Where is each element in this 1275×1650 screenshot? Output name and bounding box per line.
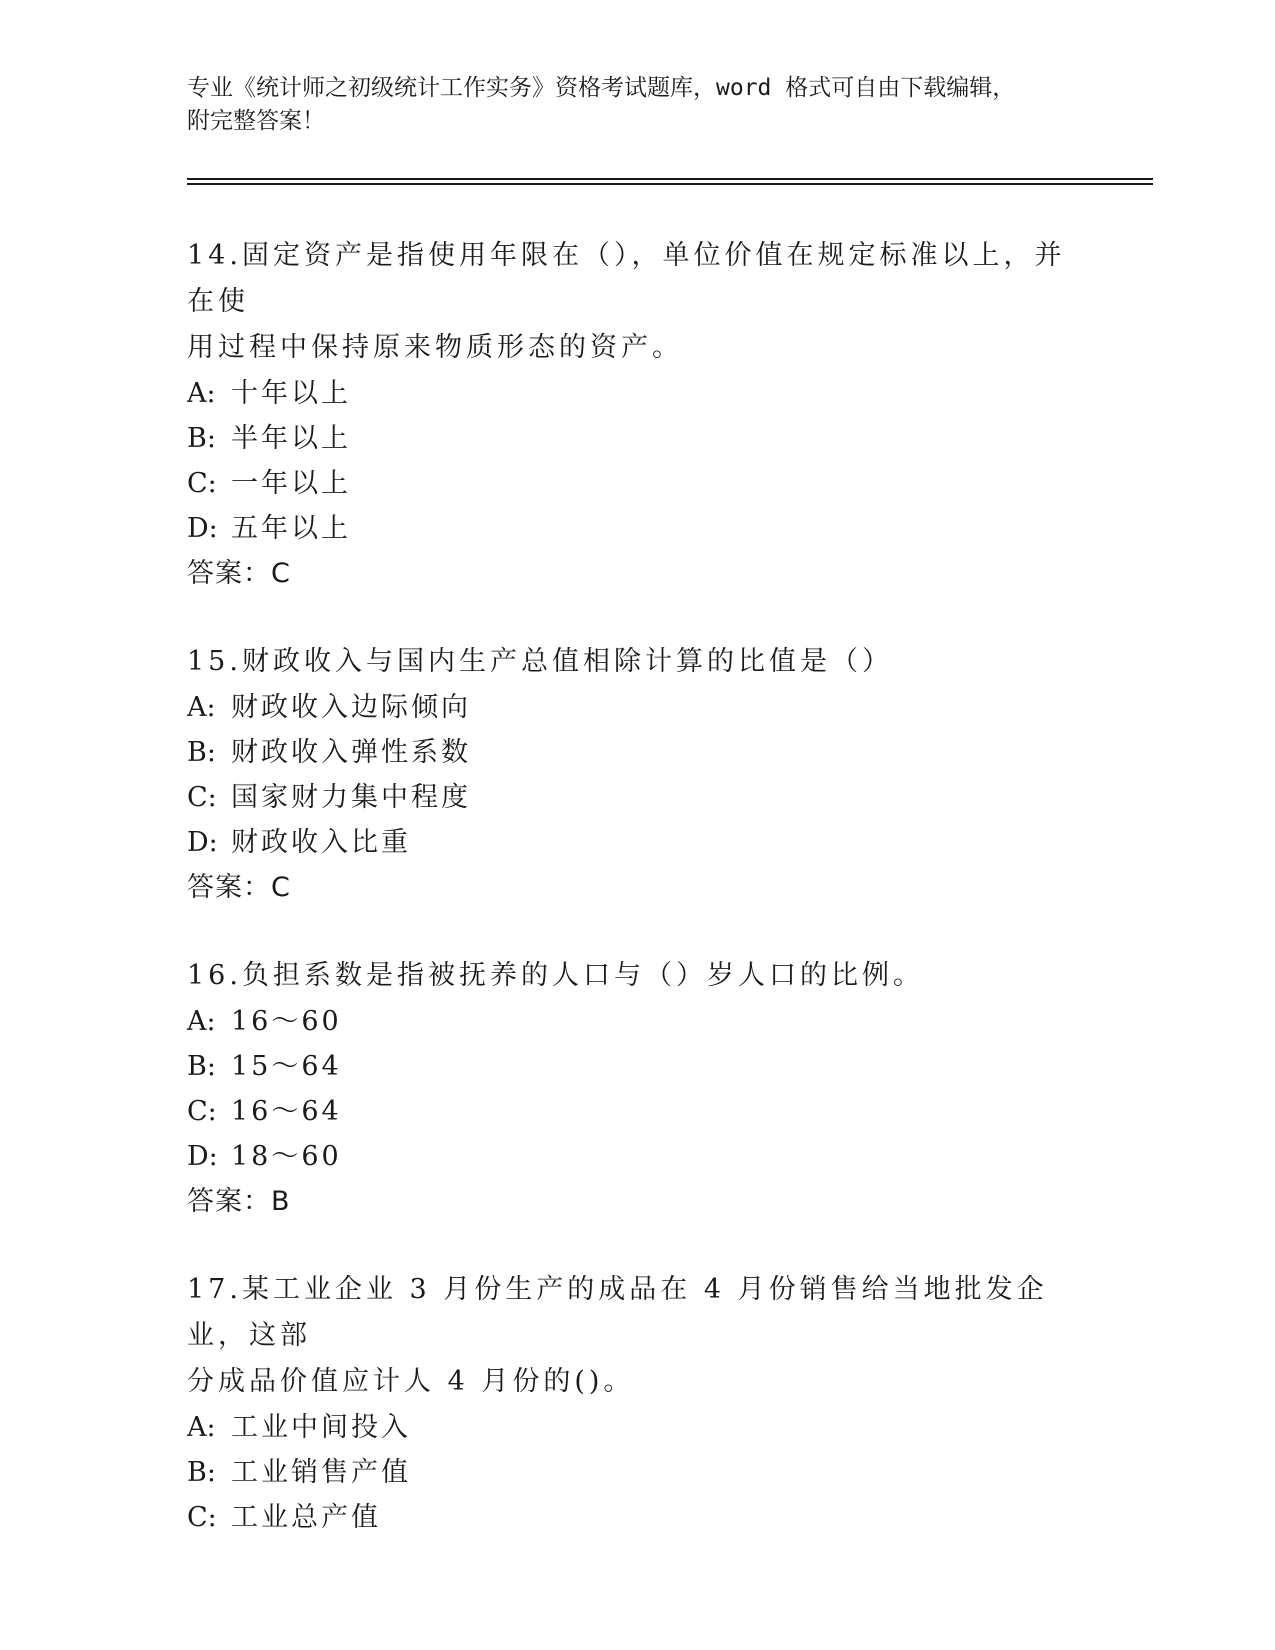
option-letter: B:	[187, 1051, 216, 1082]
question-text-line-2: 用过程中保持原来物质形态的资产。	[187, 332, 683, 363]
option-c	[187, 1089, 1087, 1134]
option-letter: A:	[187, 1006, 216, 1037]
option-text: 工业销售产值	[231, 1457, 411, 1488]
question-list	[187, 233, 1087, 1582]
option-b	[187, 1044, 1087, 1089]
question-17	[187, 1267, 1087, 1540]
option-a	[187, 685, 1087, 730]
answer: 答案：C	[187, 558, 291, 589]
question-text	[187, 233, 1087, 371]
document-header	[187, 72, 1087, 138]
option-b	[187, 730, 1087, 775]
option-letter: C:	[187, 782, 217, 813]
option-letter: C:	[187, 1096, 217, 1127]
option-text: 财政收入边际倾向	[231, 692, 471, 723]
option-text: 半年以上	[231, 423, 351, 454]
option-letter: D:	[187, 513, 218, 544]
question-text-line-1: 17.某工业企业 3 月份生产的成品在 4 月份销售给当地批发企业，这部	[187, 1274, 1048, 1351]
option-letter: B:	[187, 423, 216, 454]
option-d	[187, 820, 1087, 865]
header-line-1: 专业《统计师之初级统计工作实务》资格考试题库，word 格式可自由下载编辑，	[187, 75, 1016, 101]
question-14	[187, 233, 1087, 597]
question-text	[187, 639, 1087, 685]
option-a	[187, 999, 1087, 1044]
option-letter: C:	[187, 468, 217, 499]
question-text-line-1: 16.负担系数是指被抚养的人口与（）岁人口的比例。	[187, 960, 924, 991]
header-line-2: 附完整答案！	[187, 108, 325, 134]
answer: 答案：B	[187, 1186, 291, 1217]
question-text-line-1: 15.财政收入与国内生产总值相除计算的比值是（）	[187, 646, 893, 677]
option-letter: A:	[187, 692, 216, 723]
option-text: 15～64	[231, 1051, 342, 1082]
option-letter: D:	[187, 827, 218, 858]
option-letter: C:	[187, 1502, 217, 1533]
option-text: 16～64	[231, 1096, 342, 1127]
option-letter: A:	[187, 378, 216, 409]
option-letter: D:	[187, 1141, 218, 1172]
option-c	[187, 775, 1087, 820]
option-text: 财政收入比重	[231, 827, 411, 858]
option-text: 工业中间投入	[231, 1412, 411, 1443]
option-c	[187, 461, 1087, 506]
option-b	[187, 1450, 1087, 1495]
question-15	[187, 639, 1087, 911]
option-text: 十年以上	[231, 378, 351, 409]
option-text: 财政收入弹性系数	[231, 737, 471, 768]
option-letter: A:	[187, 1412, 216, 1443]
option-a	[187, 1405, 1087, 1450]
option-text: 工业总产值	[231, 1502, 381, 1533]
option-text: 五年以上	[231, 513, 351, 544]
answer: 答案：C	[187, 872, 291, 903]
question-16	[187, 953, 1087, 1225]
option-d	[187, 1134, 1087, 1179]
question-text-line-1: 14.固定资产是指使用年限在（），单位价值在规定标准以上，并在使	[187, 240, 1066, 317]
question-text-line-2: 分成品价值应计人 4 月份的()。	[187, 1366, 635, 1397]
option-text: 一年以上	[231, 468, 351, 499]
option-d	[187, 506, 1087, 551]
option-c	[187, 1495, 1087, 1540]
option-letter: B:	[187, 737, 216, 768]
option-letter: B:	[187, 1457, 216, 1488]
header-divider-top	[187, 178, 1153, 180]
option-text: 16～60	[231, 1006, 342, 1037]
header-divider-bottom	[187, 183, 1153, 185]
question-text	[187, 1267, 1087, 1405]
option-text: 国家财力集中程度	[231, 782, 471, 813]
option-text: 18～60	[231, 1141, 342, 1172]
option-b	[187, 416, 1087, 461]
question-text	[187, 953, 1087, 999]
option-a	[187, 371, 1087, 416]
